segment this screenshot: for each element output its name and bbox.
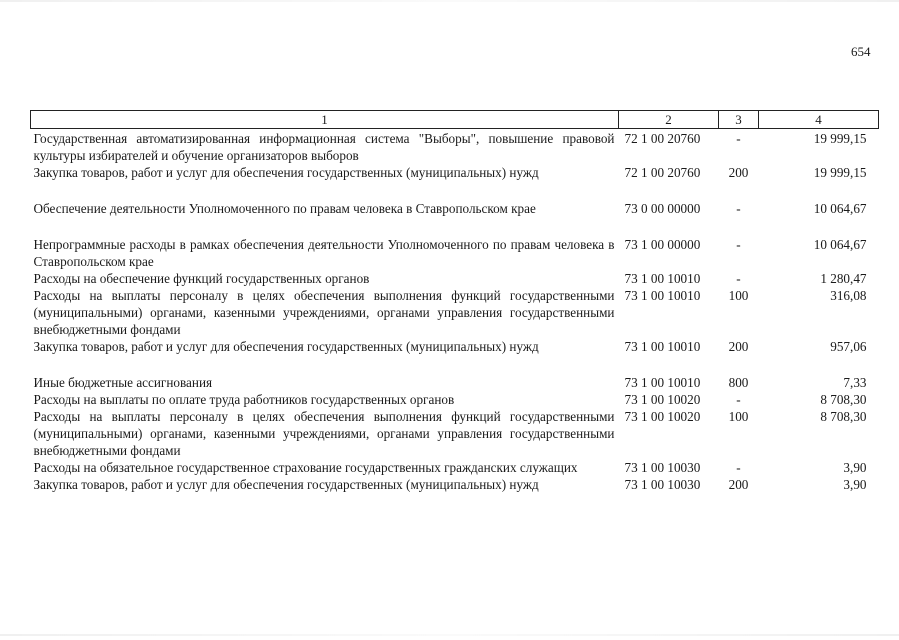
row-amount: 10 064,67	[813, 237, 867, 252]
row-name: Расходы на обязательное государственное страхование государственных гражданских служащих	[33, 460, 578, 475]
row-amount: 19 999,15	[813, 131, 867, 146]
row-code: 73 1 00 00000	[624, 237, 701, 252]
row-name: Расходы на обеспечение функций государственных органов	[33, 271, 370, 286]
table-row	[31, 391, 879, 408]
row-type: -	[736, 271, 741, 286]
row-type: 100	[728, 409, 749, 424]
table-row	[31, 476, 879, 493]
row-amount: 1 280,47	[820, 271, 867, 286]
row-amount: 8 708,30	[820, 409, 867, 424]
row-type: 800	[728, 375, 749, 390]
row-amount: 8 708,30	[820, 392, 867, 407]
row-amount: 3,90	[843, 460, 867, 475]
row-type: -	[736, 237, 741, 252]
row-type: -	[736, 201, 741, 216]
row-amount: 957,06	[830, 339, 867, 354]
row-amount: 3,90	[843, 477, 867, 492]
table-row	[31, 374, 879, 391]
row-type: -	[736, 131, 741, 146]
table-row	[31, 287, 879, 338]
table-row	[31, 236, 879, 270]
row-name: Обеспечение деятельности Уполномоченного по правам человека в Ставропольском крае	[33, 201, 536, 216]
row-code: 72 1 00 20760	[624, 131, 701, 146]
page-number: 654	[851, 44, 871, 59]
row-code: 73 1 00 10030	[624, 460, 701, 475]
table-row	[31, 408, 879, 459]
row-name: Расходы на выплаты по оплате труда работников государственных органов	[33, 392, 455, 407]
header-col-2: 2	[619, 111, 719, 129]
row-type: 200	[728, 165, 749, 180]
table-row	[31, 129, 879, 165]
row-type: 200	[728, 339, 749, 354]
row-code: 73 1 00 10020	[624, 409, 701, 424]
row-type: 100	[728, 288, 749, 303]
row-code: 73 1 00 10010	[624, 339, 701, 354]
row-name: Расходы на выплаты персоналу в целях обеспечения выполнения функций государственными (муниципальными) органами, казенными учреждениями, органами управления государственными внебюджетными фондами	[33, 288, 615, 337]
row-name: Государственная автоматизированная информационная система "Выборы", повышение правовой культуры избирателей и обучение организаторов выборов	[33, 131, 615, 163]
row-amount: 10 064,67	[813, 201, 867, 216]
budget-table	[30, 110, 879, 493]
row-name: Расходы на выплаты персоналу в целях обеспечения выполнения функций государственными (муниципальными) органами, казенными учреждениями, органами управления государственными внебюджетными фондами	[33, 409, 615, 458]
row-code: 73 1 00 10020	[624, 392, 701, 407]
header-col-4: 4	[759, 111, 879, 129]
row-amount: 19 999,15	[813, 165, 867, 180]
row-amount: 7,33	[843, 375, 867, 390]
scan-edge-top	[0, 0, 899, 2]
row-code: 73 1 00 10010	[624, 375, 701, 390]
table-row	[31, 164, 879, 200]
table-header-row	[31, 111, 879, 129]
row-code: 73 1 00 10010	[624, 271, 701, 286]
row-code: 73 1 00 10010	[624, 288, 701, 303]
row-amount: 316,08	[830, 288, 867, 303]
row-type: -	[736, 460, 741, 475]
row-type: 200	[728, 477, 749, 492]
row-code: 72 1 00 20760	[624, 165, 701, 180]
row-name: Закупка товаров, работ и услуг для обеспечения государственных (муниципальных) нужд	[33, 339, 539, 354]
table-row	[31, 270, 879, 287]
header-col-3: 3	[719, 111, 759, 129]
row-type: -	[736, 392, 741, 407]
table-row	[31, 459, 879, 476]
row-name: Закупка товаров, работ и услуг для обеспечения государственных (муниципальных) нужд	[33, 477, 539, 492]
row-code: 73 1 00 10030	[624, 477, 701, 492]
row-code: 73 0 00 00000	[624, 201, 701, 216]
row-name: Иные бюджетные ассигнования	[33, 375, 213, 390]
header-col-1: 1	[31, 111, 619, 129]
row-name: Непрограммные расходы в рамках обеспечения деятельности Уполномоченного по правам человека в Ставропольском крае	[33, 237, 615, 269]
scan-edge-bottom	[0, 634, 899, 636]
table-row	[31, 200, 879, 236]
row-name: Закупка товаров, работ и услуг для обеспечения государственных (муниципальных) нужд	[33, 165, 539, 180]
table-row	[31, 338, 879, 374]
